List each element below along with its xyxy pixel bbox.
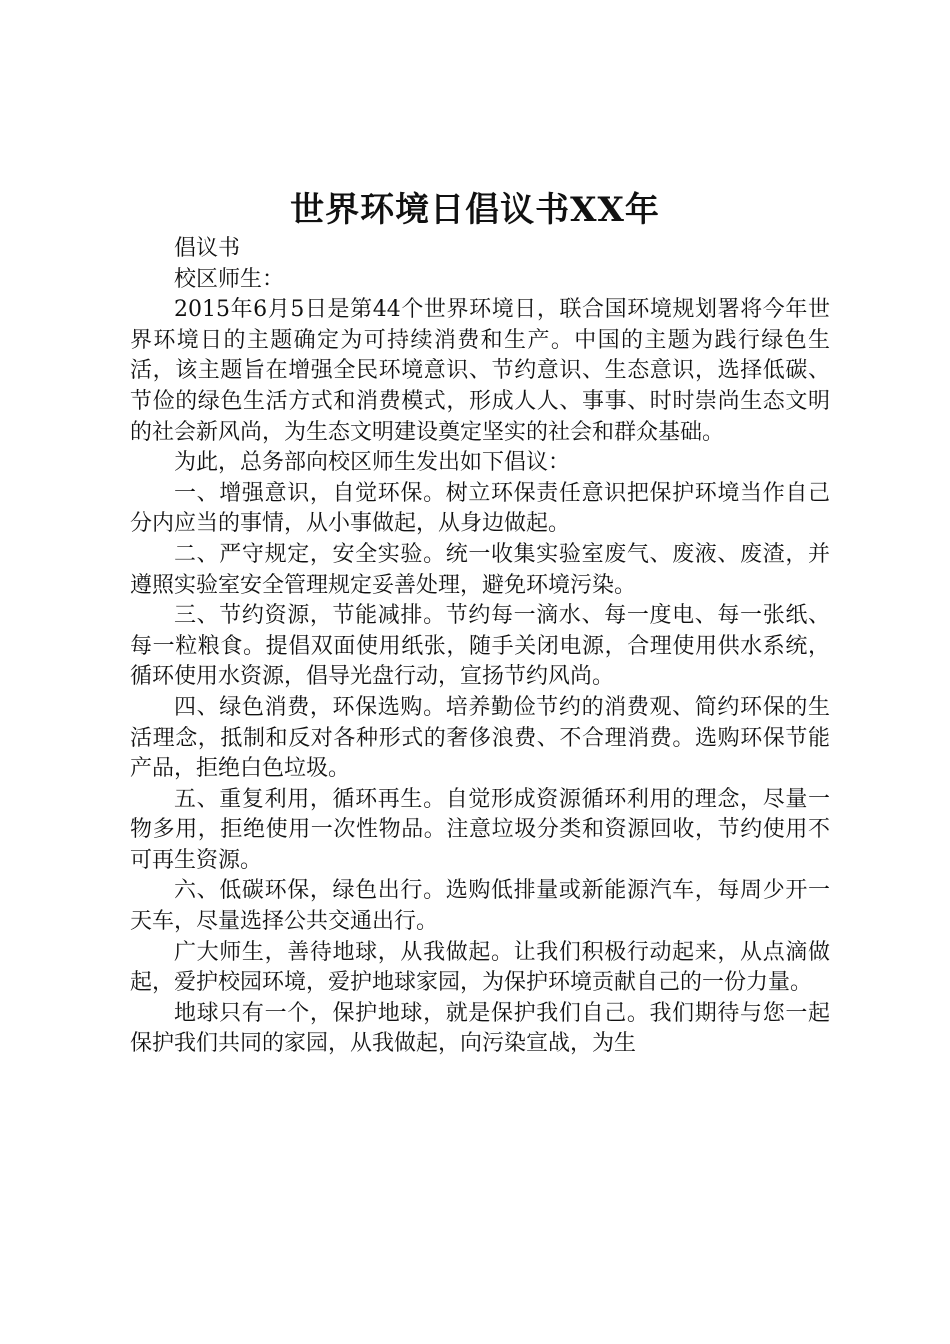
paragraph-lead: 为此，总务部向校区师生发出如下倡议： [174, 450, 571, 476]
paragraph-call: 广大师生，善待地球，从我做起。让我们积极行动起来，从点滴做起，爱护校园环境，爱护地球家园，为保护环境贡献自己的一份力量。 [130, 939, 830, 996]
paragraph-closing: 地球只有一个，保护地球，就是保护我们自己。我们期待与您一起保护我们共同的家园，从我做起，向污染宣战，为生 [130, 1000, 830, 1057]
paragraph-salutation: 校区师生： [174, 266, 285, 292]
paragraph-item-1: 一、增强意识，自觉环保。树立环保责任意识把保护环境当作自己分内应当的事情，从小事做起，从身边做起。 [130, 480, 830, 537]
paragraph-intro: 2015年6月5日是第44个世界环境日，联合国环境规划署将今年世界环境日的主题确定为可持续消费和生产。中国的主题为践行绿色生活，该主题旨在增强全民环境意识、节约意识、生态意识，选择低碳、节俭的绿色生活方式和消费模式，形成人人、事事、时时崇尚生态文明的社会新风尚，为生态文明建设奠定坚实的社会和群众基础。 [130, 297, 830, 445]
paragraph-item-3: 三、节约资源，节能减排。节约每一滴水、每一度电、每一张纸、每一粒粮食。提倡双面使用纸张，随手关闭电源，合理使用供水系统，循环使用水资源，倡导光盘行动，宣扬节约风尚。 [130, 603, 830, 690]
document-body [130, 234, 830, 1060]
paragraph-item-6: 六、低碳环保，绿色出行。选购低排量或新能源汽车，每周少开一天车，尽量选择公共交通出行。 [130, 878, 830, 935]
paragraph-item-2: 二、严守规定，安全实验。统一收集实验室废气、废液、废渣，并遵照实验室安全管理规定妥善处理，避免环境污染。 [130, 541, 830, 598]
paragraph-heading: 倡议书 [174, 236, 241, 261]
paragraph-item-5: 五、重复利用，循环再生。自觉形成资源循环利用的理念，尽量一物多用，拒绝使用一次性物品。注意垃圾分类和资源回收，节约使用不可再生资源。 [130, 786, 830, 873]
document-title: 世界环境日倡议书XX年 [290, 190, 660, 230]
paragraph-item-4: 四、绿色消费，环保选购。培养勤俭节约的消费观、简约环保的生活理念，抵制和反对各种形式的奢侈浪费、不合理消费。选购环保节能产品，拒绝白色垃圾。 [130, 694, 830, 782]
